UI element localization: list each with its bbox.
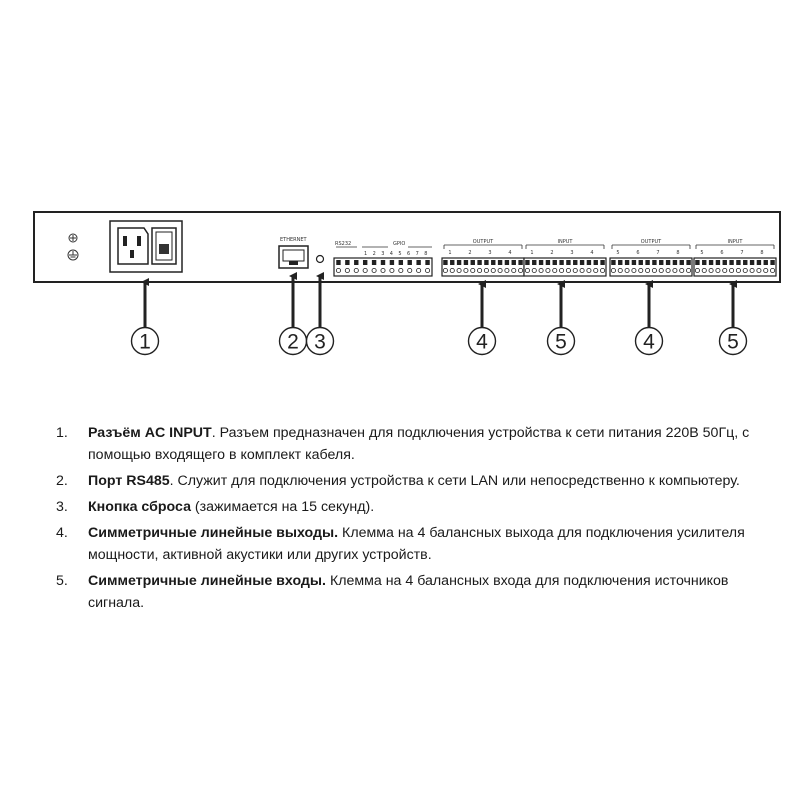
legend-list: [56, 422, 786, 618]
terminal-clamp: [600, 260, 604, 265]
terminal-clamp: [659, 260, 663, 265]
channel-number: 6: [636, 250, 640, 256]
legend-item-4: 4. Симметричные линейные выходы. Клемма на 4 балансных выхода для подключения усилителя мощности, активной акустики или других устройств.: [56, 525, 745, 563]
channel-number: 8: [676, 250, 680, 256]
channel-number: 4: [508, 250, 512, 256]
terminal-clamp: [381, 260, 385, 265]
terminal-clamp: [594, 260, 598, 265]
terminal-clamp: [546, 260, 550, 265]
terminal-screw: [743, 268, 747, 272]
terminal-screw: [757, 268, 761, 272]
terminal-screw: [645, 268, 649, 272]
terminal-clamp: [498, 260, 502, 265]
legend-item-3: 3. Кнопка сброса (зажимается на 15 секунд).: [56, 499, 375, 515]
terminal-screw: [750, 268, 754, 272]
terminal-screw: [723, 268, 727, 272]
terminal-screw: [498, 268, 502, 272]
terminal-clamp: [695, 260, 699, 265]
terminal-screw: [505, 268, 509, 272]
gpio-pin-number: 1: [364, 251, 368, 257]
terminal-clamp: [686, 260, 690, 265]
callout-3: [307, 276, 334, 355]
terminal-clamp: [408, 260, 412, 265]
terminal-clamp: [399, 260, 403, 265]
ethernet-port: [279, 246, 308, 268]
terminal-screw: [709, 268, 713, 272]
terminal-screw: [736, 268, 740, 272]
terminal-screw: [729, 268, 733, 272]
block-label: INPUT: [727, 239, 743, 245]
terminal-clamp: [553, 260, 557, 265]
terminal-clamp: [673, 260, 677, 265]
terminal-screw: [417, 268, 421, 272]
terminal-clamp: [611, 260, 615, 265]
terminal-screw: [652, 268, 656, 272]
callout-1: [132, 282, 159, 355]
terminal-screw: [553, 268, 557, 272]
legend-title: Порт RS485: [88, 473, 170, 489]
callout-number: 5: [555, 330, 567, 354]
terminal-screw: [450, 268, 454, 272]
legend-title: Симметричные линейные выходы.: [88, 525, 339, 541]
channel-number: 4: [590, 250, 594, 256]
channel-number: 2: [550, 250, 554, 256]
terminal-screw: [666, 268, 670, 272]
terminal-clamp: [525, 260, 529, 265]
terminal-screw: [716, 268, 720, 272]
terminal-clamp: [736, 260, 740, 265]
terminal-screw: [464, 268, 468, 272]
terminal-screw: [573, 268, 577, 272]
legend-text: . Служит для подключения устройства к сети LAN или непосредственно к компьютеру.: [169, 473, 740, 489]
terminal-clamp: [354, 260, 358, 265]
legend-title: Симметричные линейные входы.: [88, 573, 326, 589]
terminal-clamp: [457, 260, 461, 265]
legend-text: . Разъем предназначен для подключения устройства к сети питания 220В 50Гц, с помощью входящего в комплект кабеля.: [88, 425, 750, 463]
legend-text: Клемма на 4 балансных входа для подключения источников сигнала.: [88, 573, 729, 611]
terminal-clamp: [390, 260, 394, 265]
legend-title: Кнопка сброса: [88, 499, 191, 515]
terminal-clamp: [743, 260, 747, 265]
gpio-pin-number: 6: [407, 251, 411, 257]
terminal-clamp: [477, 260, 481, 265]
terminal-screw: [639, 268, 643, 272]
channel-number: 3: [570, 250, 574, 256]
terminal-screw: [372, 268, 376, 272]
channel-number: 6: [720, 250, 724, 256]
block-label: OUTPUT: [640, 239, 662, 245]
terminal-clamp: [580, 260, 584, 265]
terminal-clamp: [632, 260, 636, 265]
terminal-clamp: [450, 260, 454, 265]
terminal-screw: [399, 268, 403, 272]
terminal-screw: [546, 268, 550, 272]
rs232-label: RS232: [335, 241, 352, 247]
terminal-clamp: [625, 260, 629, 265]
terminal-screw: [686, 268, 690, 272]
terminal-screw: [625, 268, 629, 272]
ethernet-label: ETHERNET: [280, 237, 307, 243]
terminal-clamp: [573, 260, 577, 265]
channel-number: 8: [760, 250, 764, 256]
terminal-clamp: [716, 260, 720, 265]
terminal-clamp: [425, 260, 429, 265]
channel-number: 2: [468, 250, 472, 256]
terminal-clamp: [363, 260, 367, 265]
terminal-clamp: [345, 260, 349, 265]
terminal-screw: [354, 268, 358, 272]
terminal-clamp: [618, 260, 622, 265]
terminal-clamp: [770, 260, 774, 265]
gpio-pin-number: 5: [398, 251, 402, 257]
terminal-screw: [559, 268, 563, 272]
terminal-clamp: [666, 260, 670, 265]
channel-number: 1: [530, 250, 534, 256]
terminal-clamp: [723, 260, 727, 265]
terminal-screw: [539, 268, 543, 272]
channel-number: 3: [488, 250, 492, 256]
callout-number: 4: [476, 330, 488, 354]
callout-number: 1: [139, 330, 151, 354]
legend-title: Разъём AC INPUT: [88, 425, 212, 441]
terminal-screw: [580, 268, 584, 272]
channel-number: 7: [740, 250, 744, 256]
terminal-screw: [673, 268, 677, 272]
terminal-clamp: [702, 260, 706, 265]
terminal-screw: [702, 268, 706, 272]
terminal-screw: [457, 268, 461, 272]
terminal-screw: [477, 268, 481, 272]
channel-number: 7: [656, 250, 660, 256]
gpio-pin-number: 3: [381, 251, 385, 257]
callout-6: [636, 284, 663, 355]
callout-number: 4: [643, 330, 655, 354]
terminal-clamp: [680, 260, 684, 265]
gpio-pin-number: 7: [415, 251, 419, 257]
callout-4: [469, 284, 496, 355]
terminal-clamp: [639, 260, 643, 265]
terminal-screw: [764, 268, 768, 272]
callout-number: 3: [314, 330, 326, 354]
terminal-screw: [390, 268, 394, 272]
terminal-clamp: [532, 260, 536, 265]
terminal-screw: [491, 268, 495, 272]
callout-number: 2: [287, 330, 299, 354]
gpio-pin-number: 8: [424, 251, 428, 257]
terminal-screw: [695, 268, 699, 272]
terminal-screw: [618, 268, 622, 272]
terminal-clamp: [750, 260, 754, 265]
legend-text: (зажимается на 15 секунд).: [190, 499, 375, 515]
callout-2: [280, 276, 307, 355]
legend-item-2: 2. Порт RS485. Служит для подключения устройства к сети LAN или непосредственно к компьютеру.: [56, 473, 740, 489]
terminal-screw: [345, 268, 349, 272]
channel-number: 1: [448, 250, 452, 256]
channel-number: 5: [616, 250, 620, 256]
terminal-clamp: [518, 260, 522, 265]
terminal-screw: [443, 268, 447, 272]
terminal-screw: [600, 268, 604, 272]
callout-number: 5: [727, 330, 739, 354]
terminal-clamp: [512, 260, 516, 265]
terminal-screw: [425, 268, 429, 272]
callout-group: [132, 276, 747, 355]
legend-item-1: 1. Разъём AC INPUT. Разъем предназначен для подключения устройства к сети питания 220В 50Гц, с помощью входящего в комплект кабеля.: [56, 425, 750, 463]
block-label: INPUT: [557, 239, 573, 245]
terminal-screw: [770, 268, 774, 272]
terminal-clamp: [645, 260, 649, 265]
gpio-label: GPIO: [393, 241, 406, 247]
terminal-screw: [363, 268, 367, 272]
terminal-screw: [566, 268, 570, 272]
terminal-clamp: [764, 260, 768, 265]
terminal-screw: [381, 268, 385, 272]
terminal-clamp: [336, 260, 340, 265]
terminal-clamp: [505, 260, 509, 265]
terminal-clamp: [464, 260, 468, 265]
callout-5: [548, 284, 575, 355]
terminal-screw: [680, 268, 684, 272]
terminal-clamp: [484, 260, 488, 265]
rs232-gpio-terminal: [334, 258, 432, 276]
terminal-clamp: [566, 260, 570, 265]
terminal-screw: [587, 268, 591, 272]
terminal-clamp: [539, 260, 543, 265]
channel-number: 5: [700, 250, 704, 256]
terminal-screw: [532, 268, 536, 272]
gpio-pin-number: 4: [389, 251, 393, 257]
block-label: OUTPUT: [472, 239, 494, 245]
terminal-clamp: [757, 260, 761, 265]
terminal-screw: [594, 268, 598, 272]
terminal-screw: [518, 268, 522, 272]
terminal-clamp: [416, 260, 420, 265]
legend-item-5: 5. Симметричные линейные входы. Клемма на 4 балансных входа для подключения источников сигнала.: [56, 573, 729, 611]
terminal-screw: [336, 268, 340, 272]
ac-input-socket: [110, 221, 182, 272]
terminal-screw: [408, 268, 412, 272]
terminal-screw: [471, 268, 475, 272]
legend-text: Клемма на 4 балансных выхода для подключения усилителя мощности, активной акустики или других устройств.: [88, 525, 745, 563]
terminal-screw: [659, 268, 663, 272]
terminal-screw: [484, 268, 488, 272]
terminal-clamp: [652, 260, 656, 265]
terminal-screw: [512, 268, 516, 272]
terminal-screw: [611, 268, 615, 272]
callout-7: [720, 284, 747, 355]
terminal-clamp: [471, 260, 475, 265]
terminal-screw: [632, 268, 636, 272]
terminal-clamp: [443, 260, 447, 265]
terminal-clamp: [709, 260, 713, 265]
terminal-screw: [525, 268, 529, 272]
terminal-clamp: [491, 260, 495, 265]
gpio-pin-number: 2: [372, 251, 376, 257]
reset-button: [317, 256, 324, 263]
terminal-clamp: [372, 260, 376, 265]
terminal-clamp: [587, 260, 591, 265]
terminal-clamp: [729, 260, 733, 265]
terminal-clamp: [559, 260, 563, 265]
